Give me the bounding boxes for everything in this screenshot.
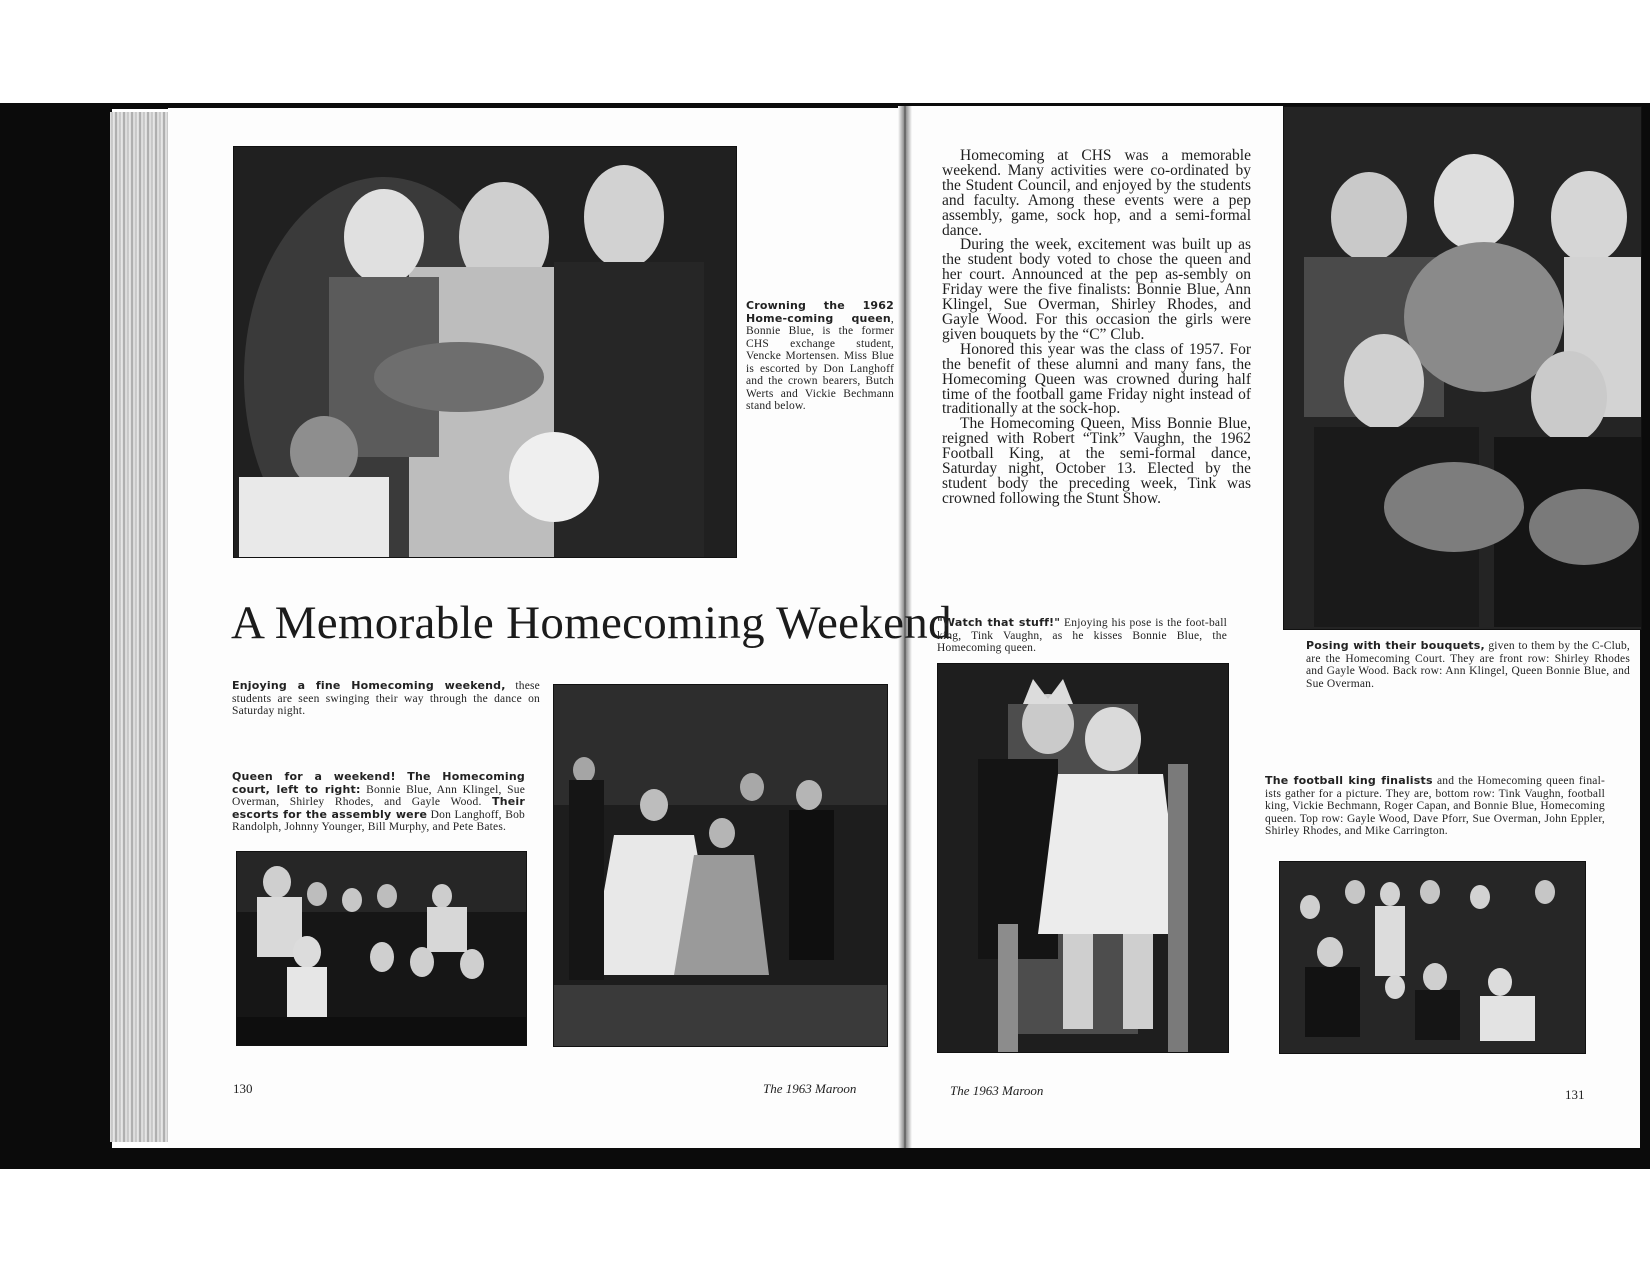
article-paragraph: Honored this year was the class of 1957. For the benefit of these alumni and many fans, the Homecoming Queen was crowned during half time of the football game Friday night instead of traditionally at the sock-hop.	[942, 340, 1251, 418]
caption-dance-lead: Enjoying a fine Homecoming weekend,	[232, 679, 506, 692]
photo-king-kisses-queen	[937, 663, 1229, 1053]
caption-dance	[232, 680, 540, 718]
caption-crowning-text: , Bonnie Blue, is the former CHS exchange student, Vencke Mortensen. Miss Blue is escorted by Don Langhoff and the crown bearers, Butch Werts and Vickie Bechmann stand below.	[746, 312, 894, 412]
caption-bouquets-lead: Posing with their bouquets,	[1306, 639, 1485, 652]
caption-finalists	[1265, 775, 1605, 838]
scan-border-bottom	[0, 1148, 1650, 1169]
caption-court	[232, 771, 525, 834]
caption-court-lead2: Their escorts for the assembly were	[232, 795, 525, 821]
caption-court-text2: Don Langhoff, Bob Randolph, Johnny Younger, Bill Murphy, and Pete Bates.	[232, 808, 526, 833]
caption-court-text1: Bonnie Blue, Ann Klingel, Sue Overman, Shirley Rhodes, and Gayle Wood.	[232, 783, 525, 808]
running-title-left: The 1963 Maroon	[763, 1081, 857, 1096]
page-number-right: 131	[1565, 1087, 1585, 1102]
photo-dance	[553, 684, 888, 1047]
caption-court-lead: Queen for a weekend! The Homecoming court, left to right:	[232, 770, 525, 796]
article-paragraph: During the week, excitement was built up as the student body voted to chose the queen and her court. Announced at the pep as-sembly on Friday were the five finalists: Bonnie Blue, Ann Klingel, Sue Overman, Shirley Rhodes, and Gayle Wood. For this occasion the girls were given bouquets by the “C” Club.	[942, 236, 1251, 343]
page-title: A Memorable Homecoming Weekend	[231, 597, 952, 649]
caption-crowning-lead: Crowning the 1962 Home-coming queen	[746, 299, 894, 325]
caption-bouquets-text: given to them by the C-Club, are the Homecoming Court. They are front row: Shirley Rhodes and Gayle Wood. Back row: Ann Klingel, Queen Bonnie Blue, and Sue Overman.	[1306, 640, 1630, 690]
caption-crowning	[746, 300, 894, 413]
scan-border-left	[0, 106, 112, 1169]
caption-kiss-lead: "Watch that stuff!"	[937, 616, 1061, 629]
caption-bouquets	[1306, 640, 1630, 690]
running-title-right: The 1963 Maroon	[950, 1083, 1044, 1098]
article-paragraph: The Homecoming Queen, Miss Bonnie Blue, reigned with Robert “Tink” Vaughn, the 1962 Football King, at the semi-formal dance, Saturday night, October 13. Elected by the student body the preceding week, Tink was crowned following the Stunt Show.	[942, 415, 1251, 507]
photo-king-queen-finalists	[1279, 861, 1586, 1054]
caption-finalists-text: and the Homecoming queen final-ists gather for a picture. They are, bottom row: Tink Vaughn, football king, Vickie Bechmann, Roger Capan, and Bonnie Blue, Homecoming queen. Top row: Gayle Wood, Dave Pforr, Sue Overman, John Eppler, Shirley Rhodes, and Mike Carrington.	[1265, 775, 1605, 837]
photo-homecoming-court-assembly	[236, 851, 527, 1046]
caption-finalists-lead: The football king finalists	[1265, 774, 1433, 787]
photo-crowning-queen	[233, 146, 737, 558]
page-number-left: 130	[233, 1081, 253, 1096]
article-paragraph: Homecoming at CHS was a memorable weekend. Many activities were co-ordinated by the Student Council, and enjoyed by the students and faculty. Among these events were a pep assembly, game, sock hop, and a semi-formal dance.	[942, 147, 1251, 239]
article-body	[942, 149, 1251, 507]
page-edges	[110, 112, 170, 1142]
caption-kiss-text: Enjoying his pose is the foot-ball king, Tink Vaughn, as he kisses Bonnie Blue, the Homecoming queen.	[937, 617, 1227, 654]
caption-dance-text: these students are seen swinging their way through the dance on Saturday night.	[232, 680, 540, 717]
photo-court-bouquets	[1283, 106, 1642, 630]
caption-kiss	[937, 617, 1227, 655]
